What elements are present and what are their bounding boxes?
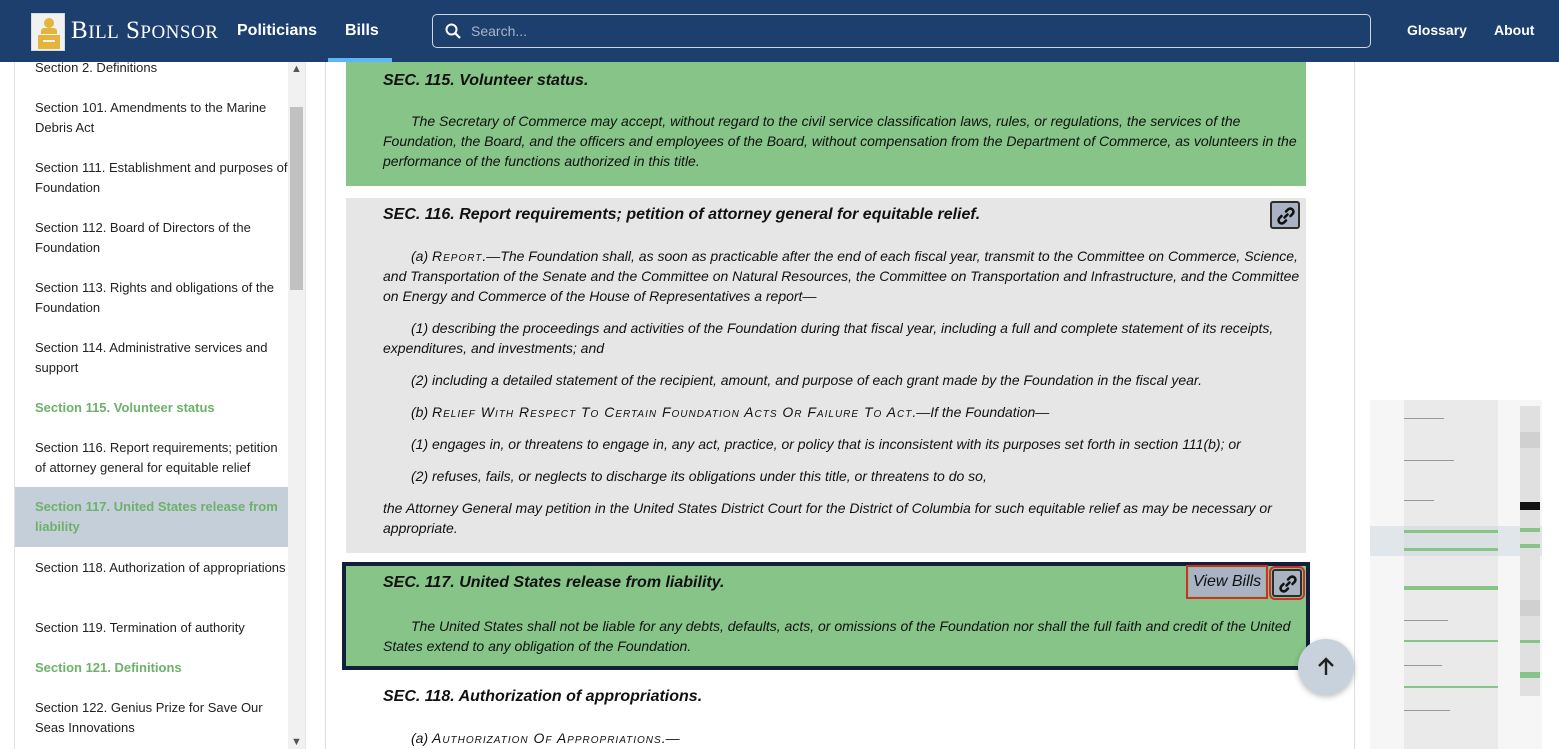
minimap-mark: [1520, 640, 1540, 643]
section-116-b2: (2) refuses, fails, or neglects to discharge its obligations under this title, or threatens to do so,: [411, 468, 987, 484]
logo-podium-icon[interactable]: [31, 13, 65, 51]
sidebar-item-sec121[interactable]: Section 121. Definitions: [35, 660, 182, 675]
section-116-link-button[interactable]: [1270, 201, 1300, 229]
section-116-tail: the Attorney General may petition in the United States District Court for the District of Columbia for such equitable relief as may be necessary or appropriate.: [383, 500, 1272, 536]
minimap-mark: [1520, 544, 1540, 548]
section-118-a: [383, 728, 1301, 748]
section-115-body: The Secretary of Commerce may accept, without regard to the civil service classification laws, rules, or regulations, the services of the Foundation, the Board, and the officers and employees of the Board, without compensation from the Department of Commerce, as volunteers in the performance of the functions authorized in this title.: [383, 113, 1297, 169]
search-box[interactable]: [432, 14, 1371, 48]
brand-ponsor: PONSOR: [140, 22, 219, 43]
section-116-b-heading: Relief With Respect To Certain Foundation Acts Or Failure To Act: [432, 404, 913, 420]
sidebar-item-sec114[interactable]: Section 114. Administrative services and support: [35, 340, 268, 375]
section-117-body: The United States shall not be liable for any debts, defaults, acts, or omissions of the Foundation nor shall the full faith and credit of the United States extend to any obligation of the Foundation.: [383, 618, 1291, 654]
section-115[interactable]: [346, 62, 1306, 186]
minimap-mark: [1520, 600, 1540, 616]
sidebar-item-sec116[interactable]: Section 116. Report requirements; petition of attorney general for equitable relief: [35, 440, 278, 475]
section-118-a-label: (a): [411, 730, 432, 746]
sidebar-item-sec113[interactable]: Section 113. Rights and obligations of the Foundation: [35, 280, 274, 315]
brand-letter-s: S: [125, 17, 141, 44]
brand-ill: ILL: [88, 22, 120, 43]
nav-politicians[interactable]: Politicians: [237, 22, 318, 39]
nav-bills[interactable]: Bills: [345, 22, 379, 39]
sidebar-left-border: [14, 62, 15, 749]
section-116[interactable]: [346, 198, 1306, 553]
minimap-mark: [1404, 710, 1450, 711]
sidebar-item-sec101[interactable]: Section 101. Amendments to the Marine Debris Act: [35, 100, 267, 135]
minimap-mark: [1520, 502, 1540, 510]
section-116-a-heading: Report: [432, 248, 483, 264]
sidebar-item-sec115[interactable]: Section 115. Volunteer status: [35, 400, 215, 415]
sidebar-item-sec119[interactable]: Section 119. Termination of authority: [35, 620, 245, 635]
link-icon: [1276, 206, 1296, 226]
scroll-to-top-button[interactable]: [1298, 639, 1354, 695]
minimap-mark: [1404, 586, 1498, 590]
scroll-down-arrow-icon[interactable]: ▼: [291, 736, 302, 748]
arrow-up-icon: [1314, 655, 1338, 679]
section-116-a-label: (a): [411, 248, 432, 264]
nav-glossary[interactable]: Glossary: [1407, 22, 1467, 38]
document-minimap[interactable]: [1370, 400, 1542, 749]
sidebar-item-sec122[interactable]: Section 122. Genius Prize for Save Our Seas Innovations: [35, 700, 263, 735]
minimap-mark: [1404, 640, 1498, 642]
minimap-mark: [1404, 665, 1442, 666]
brand-letter-b: B: [71, 17, 89, 44]
section-118-a-text: .—: [661, 730, 680, 746]
section-116-a1: (1) describing the proceedings and activities of the Foundation during that fiscal year, including a full and complete statement of its receipts, expenditures, and investments; and: [383, 320, 1274, 356]
minimap-mark: [1520, 528, 1540, 532]
section-118-a-heading: Authorization Of Appropriations: [432, 730, 662, 746]
link-icon: [1278, 574, 1298, 594]
top-navbar: [0, 0, 1559, 62]
minimap-side-column: [1520, 406, 1540, 696]
section-116-a2: (2) including a detailed statement of the recipient, amount, and purpose of each grant made by the Foundation in the fiscal year.: [411, 372, 1202, 388]
section-116-b-text: .—If the Foundation—: [912, 404, 1050, 420]
minimap-mark: [1404, 686, 1498, 688]
sidebar-item-sec117[interactable]: Section 117. United States release from liability: [15, 487, 288, 547]
section-116-b-label: (b): [411, 404, 432, 420]
section-116-b: [383, 402, 1301, 422]
minimap-mark: [1404, 460, 1454, 461]
sidebar-item-sec112[interactable]: Section 112. Board of Directors of the Foundation: [35, 220, 251, 255]
minimap-mark: [1404, 500, 1434, 501]
minimap-mark: [1404, 530, 1498, 533]
section-116-b1: (1) engages in, or threatens to engage in, any act, practice, or policy that is inconsistent with its purposes set forth in section 111(b); or: [411, 436, 1241, 452]
minimap-column: [1404, 400, 1498, 749]
sidebar-item-sec111[interactable]: Section 111. Establishment and purposes of Foundation: [35, 160, 288, 195]
nav-about[interactable]: About: [1494, 22, 1535, 38]
section-118[interactable]: [346, 682, 1306, 749]
brand-title[interactable]: [71, 17, 218, 45]
section-117-title: SEC. 117. United States release from liability.: [383, 574, 725, 591]
minimap-mark: [1404, 418, 1444, 419]
section-116-a: [383, 246, 1301, 306]
sidebar-scroll-thumb[interactable]: [290, 107, 303, 290]
section-117-link-button[interactable]: [1272, 569, 1302, 597]
section-117[interactable]: [342, 562, 1310, 670]
minimap-mark: [1520, 672, 1540, 678]
minimap-mark: [1404, 620, 1448, 621]
sidebar-toc: [14, 62, 306, 749]
sidebar-item-sec118[interactable]: Section 118. Authorization of appropriations: [35, 560, 286, 575]
view-bills-button[interactable]: View Bills: [1189, 568, 1265, 596]
minimap-mark: [1404, 548, 1498, 551]
scroll-up-arrow-icon[interactable]: ▲: [291, 63, 302, 75]
search-input[interactable]: [471, 21, 1351, 41]
section-115-title: SEC. 115. Volunteer status.: [383, 72, 589, 89]
section-116-a-text: .—The Foundation shall, as soon as practicable after the end of each fiscal year, transmit to the Committee on Commerce, Science, and Transportation of the Senate and the Committee on Natural Resources, the Committee on Transportation and Infrastructure, and the Committee on Energy and Commerce of the House of Representatives a report—: [383, 248, 1300, 304]
section-116-title: SEC. 116. Report requirements; petition of attorney general for equitable relief.: [383, 206, 981, 223]
search-icon: [445, 23, 461, 39]
sidebar-item-sec2[interactable]: Section 2. Definitions: [35, 62, 158, 75]
minimap-mark: [1520, 432, 1540, 448]
section-118-title: SEC. 118. Authorization of appropriations.: [383, 688, 703, 705]
